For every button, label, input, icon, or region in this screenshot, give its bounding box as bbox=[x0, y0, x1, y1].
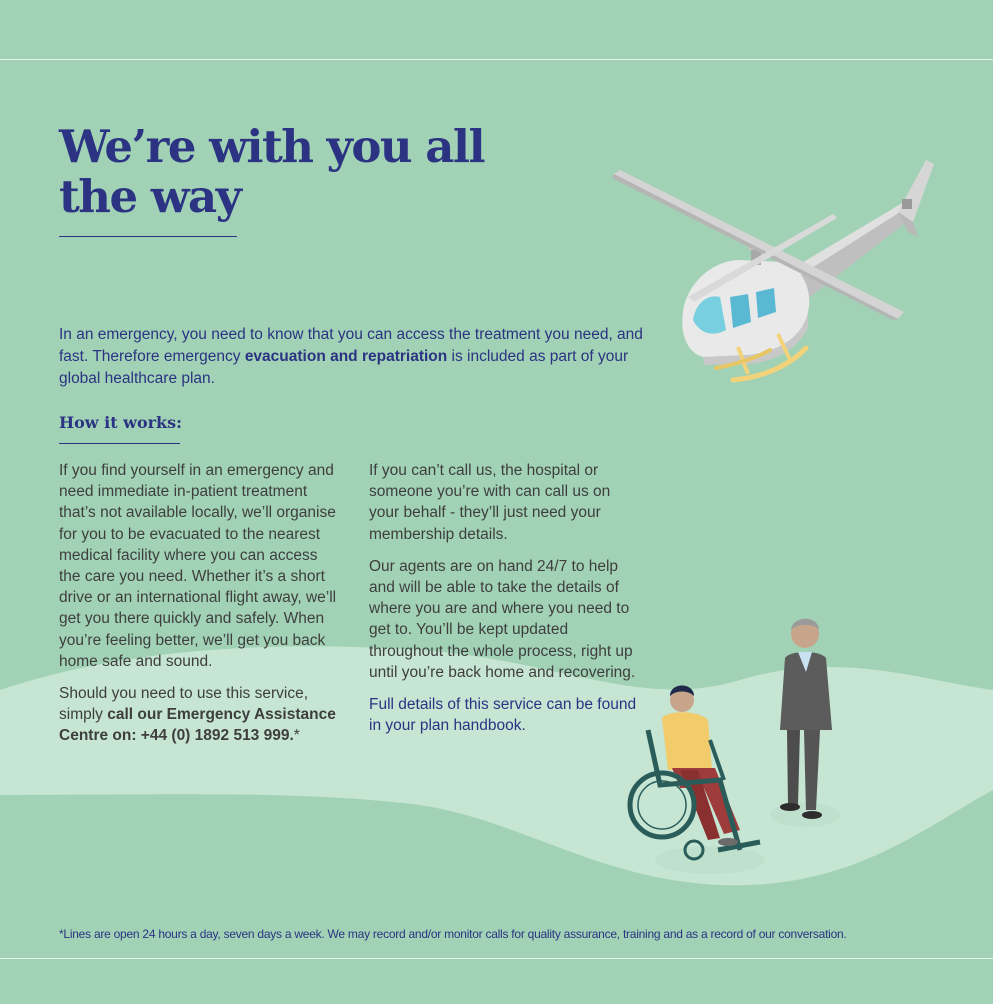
left-column bbox=[59, 460, 339, 758]
footnote: *Lines are open 24 hours a day, seven days a week. We may record and/or monitor calls for quality assurance, training and as a record of our conversation. bbox=[59, 927, 847, 941]
wheelchair-and-companion-illustration bbox=[620, 610, 850, 880]
intro-text-after: is included as part of your global healthcare plan. bbox=[59, 348, 629, 387]
right-column-paragraph-1: If you can’t call us, the hospital or someone you’re with can call us on your behalf - they’ll just need your membership details. bbox=[369, 462, 611, 543]
right-column bbox=[369, 460, 639, 747]
intro-bold-text: evacuation and repatriation bbox=[244, 348, 448, 365]
page-title-line-2: the way bbox=[59, 170, 241, 223]
how-it-works-underline bbox=[59, 443, 180, 444]
right-column-paragraph-2: Our agents are on hand 24/7 to help and will be able to take the details of where you are and where you need to get to. You’ll be kept updated throughout the whole process, right up until you’re back home and recovering. bbox=[369, 557, 636, 681]
page-title-line-1: We’re with you all bbox=[59, 120, 485, 173]
emergency-phone-text: call our Emergency Assistance Centre on: +44 (0) 1892 513 999. bbox=[59, 706, 336, 745]
left-column-paragraph-2 bbox=[59, 683, 339, 747]
handbook-note: Full details of this service can be found in your plan handbook. bbox=[369, 696, 637, 735]
call-instruction-text: Should you need to use this service, simply bbox=[59, 685, 309, 724]
left-column-paragraph-1: If you find yourself in an emergency and need immediate in-patient treatment that’s not available locally, we’ll organise for you to be evacuated to the nearest medical facility where you can access the care you need. Whether it’s a short drive or an international flight away, we’ll get you there quickly and safely. When you’re feeling better, we’ll get you back home safe and sound. bbox=[59, 462, 337, 670]
title-underline bbox=[59, 236, 237, 237]
intro-text-before: In an emergency, you need to know that you can access the treatment you need, and fast. Therefore emergency bbox=[59, 326, 643, 365]
how-it-works-heading: How it works: bbox=[59, 413, 183, 432]
intro-paragraph bbox=[59, 324, 659, 390]
footnote-marker: * bbox=[293, 727, 300, 745]
bottom-divider bbox=[0, 958, 993, 959]
helicopter-illustration bbox=[608, 152, 940, 392]
page-title bbox=[59, 122, 484, 222]
top-divider bbox=[0, 59, 993, 60]
